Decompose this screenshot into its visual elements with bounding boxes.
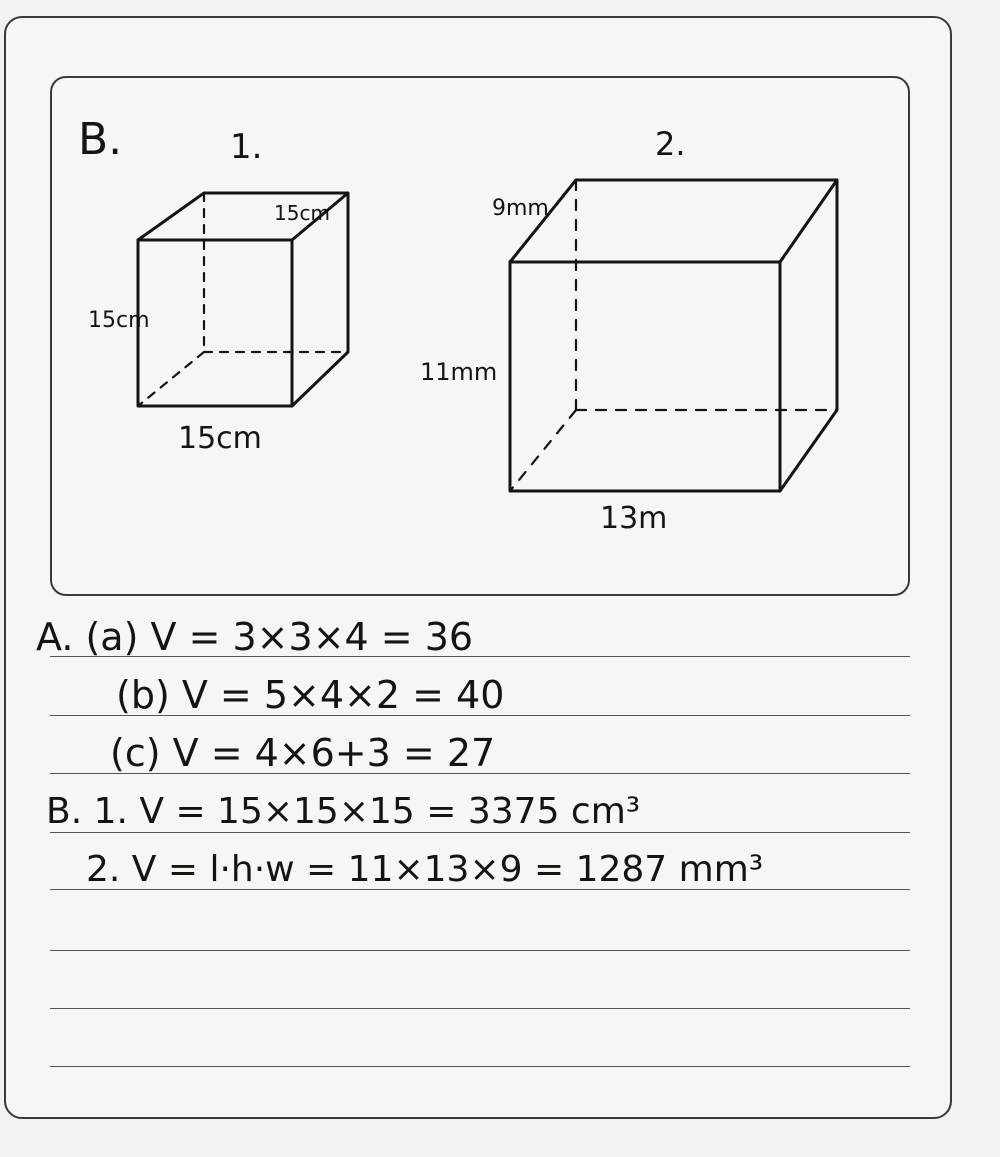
prism-height-label: 11mm: [420, 358, 498, 386]
answer-line-a-a: A. (a) V = 3×3×4 = 36: [36, 615, 474, 659]
answer-line-a-c: (c) V = 4×6+3 = 27: [110, 731, 496, 775]
prism-right-edge: [780, 180, 837, 491]
prism-depth-label: 9mm: [492, 196, 549, 221]
prism-top-face: [510, 180, 837, 262]
cube-top-edge-label: 15cm: [274, 201, 330, 225]
cube-front-face: [138, 240, 292, 406]
prism-width-label: 13m: [600, 501, 668, 536]
ruled-line: [50, 1008, 910, 1009]
answer-line-b-2: 2. V = l·h·w = 11×13×9 = 1287 mm³: [86, 849, 764, 890]
problem-2-number: 2.: [655, 125, 686, 163]
ruled-line: [50, 1066, 910, 1067]
prism-figure: [510, 180, 837, 491]
cube-left-edge-label: 15cm: [88, 308, 150, 333]
section-label: B.: [78, 114, 123, 165]
prism-front-face: [510, 262, 780, 491]
ruled-line: [50, 832, 910, 833]
problem-1-number: 1.: [230, 127, 263, 167]
ruled-line: [50, 950, 910, 951]
answer-line-a-b: (b) V = 5×4×2 = 40: [116, 673, 505, 717]
cube-bottom-edge-label: 15cm: [178, 421, 262, 456]
prism-hidden-edges: [510, 180, 837, 491]
answer-line-b-1: B. 1. V = 15×15×15 = 3375 cm³: [46, 791, 641, 832]
